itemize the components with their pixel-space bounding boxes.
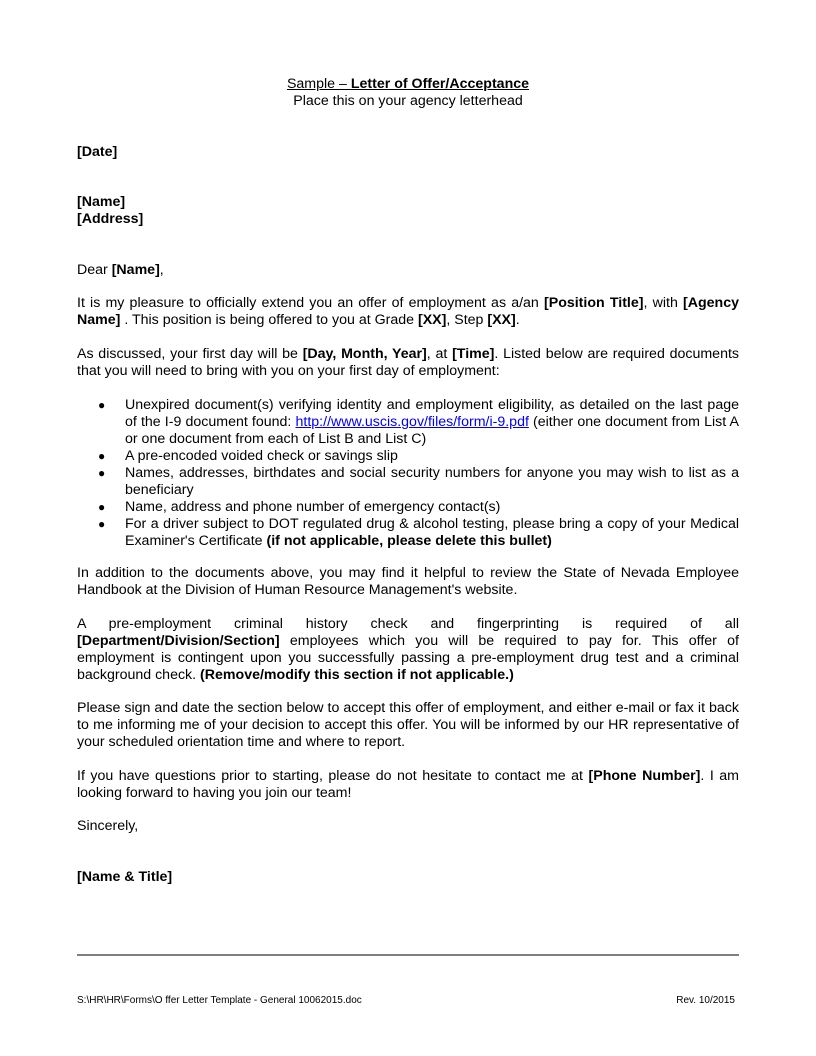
bullet-icon: ● <box>98 500 106 514</box>
step-placeholder: [XX] <box>487 312 516 328</box>
footer-divider <box>77 954 739 956</box>
document-title <box>77 76 739 93</box>
signature-placeholder <box>77 869 739 886</box>
bullet-5-text: For a driver subject to DOT regulated drug & alcohol testing, please bring a copy of your Medical Examiner's Certificate <box>125 516 739 549</box>
document-header <box>77 76 739 110</box>
p1-text-2: , with <box>643 295 684 311</box>
file-path: S:\HR\HR\Forms\O ffer Letter Template - General 10062015.doc <box>77 995 362 1006</box>
list-item <box>77 465 739 499</box>
bullet-1-text-2: (either one document from List A or one document from each of List B and List C) <box>125 414 739 447</box>
paragraph-background-check <box>77 616 739 684</box>
list-item <box>77 499 739 516</box>
start-date-placeholder: [Day, Month, Year] <box>302 346 427 362</box>
document-subtitle: Place this on your agency letterhead <box>293 93 523 109</box>
p1-text-5: . <box>515 312 520 328</box>
bullet-icon: ● <box>98 398 106 412</box>
list-item <box>77 516 739 550</box>
agency-name-placeholder: [Agency Name] <box>77 295 739 328</box>
salutation-suffix: , <box>159 262 164 278</box>
p4-text-1: A pre-employment criminal history check and fingerprinting is required of all <box>77 616 739 632</box>
salutation <box>77 262 739 279</box>
date-placeholder <box>77 144 739 161</box>
list-item <box>77 397 739 448</box>
recipient-block <box>77 194 739 228</box>
paragraph-sign: Please sign and date the section below to accept this offer of employment, and either e-mail or fax it back to me informing me of your decision to accept this offer. You will be informed by our HR representative of your scheduled orientation time and where to report. <box>77 700 739 750</box>
p1-text-1: It is my pleasure to officially extend you an offer of employment as a/an <box>77 295 544 311</box>
bullet-icon: ● <box>98 466 106 480</box>
bullet-2-text: A pre-encoded voided check or savings slip <box>125 448 398 464</box>
salutation-prefix: Dear <box>77 262 112 278</box>
revision-label: Rev. 10/2015 <box>676 995 735 1006</box>
p6-text-1: If you have questions prior to starting, please do not hesitate to contact me at <box>77 768 589 784</box>
bullet-icon: ● <box>98 517 106 531</box>
recipient-address: [Address] <box>77 211 144 227</box>
p2-text-3: . Listed below are required documents that you will need to bring with you on your first day of employment: <box>77 346 739 379</box>
bullet-5-note: (if not applicable, please delete this bullet) <box>266 533 552 549</box>
bullet-4-text: Name, address and phone number of emergency contact(s) <box>125 499 501 515</box>
paragraph-handbook: In addition to the documents above, you may find it helpful to review the State of Nevada Employee Handbook at the Division of Human Resource Management's website. <box>77 565 739 598</box>
p2-text-2: , at <box>426 346 453 362</box>
closing: Sincerely, <box>77 818 139 834</box>
i9-form-link[interactable]: http://www.uscis.gov/files/form/i-9.pdf <box>295 414 529 430</box>
department-placeholder: [Department/Division/Section] <box>77 633 280 649</box>
bullet-icon: ● <box>98 449 106 463</box>
recipient-name: [Name] <box>77 194 126 210</box>
p1-text-4: , Step <box>446 312 488 328</box>
title-prefix: Sample – <box>286 76 351 92</box>
p4-text-2: employees which you will be required to pay for. This offer of employment is contingent upon you successfully passing a pre-employment drug test and a criminal background check. <box>77 633 739 683</box>
signature-text: [Name & Title] <box>77 869 173 885</box>
p6-text-2: . I am looking forward to having you join our team! <box>77 768 739 801</box>
page-footer <box>77 995 739 1007</box>
salutation-name: [Name] <box>111 262 160 278</box>
p1-text-3: . This position is being offered to you at Grade <box>120 312 418 328</box>
bullet-1-text: Unexpired document(s) verifying identity and employment eligibility, as detailed on the last page of the I-9 document found: <box>125 397 739 430</box>
grade-placeholder: [XX] <box>417 312 447 328</box>
start-time-placeholder: [Time] <box>452 346 495 362</box>
bullet-3-text: Names, addresses, birthdates and social security numbers for anyone you may wish to list as a beneficiary <box>125 465 739 498</box>
title-main: Letter of Offer/Acceptance <box>350 76 530 92</box>
p4-note: (Remove/modify this section if not applicable.) <box>200 667 514 683</box>
paragraph-first-day <box>77 346 739 380</box>
paragraph-offer <box>77 295 739 329</box>
list-item <box>77 448 739 465</box>
p2-text-1: As discussed, your first day will be <box>77 346 303 362</box>
date-text: [Date] <box>77 144 118 160</box>
position-title-placeholder: [Position Title] <box>544 295 644 311</box>
required-documents-list <box>77 397 739 550</box>
paragraph-questions <box>77 768 739 802</box>
phone-placeholder: [Phone Number] <box>588 768 701 784</box>
